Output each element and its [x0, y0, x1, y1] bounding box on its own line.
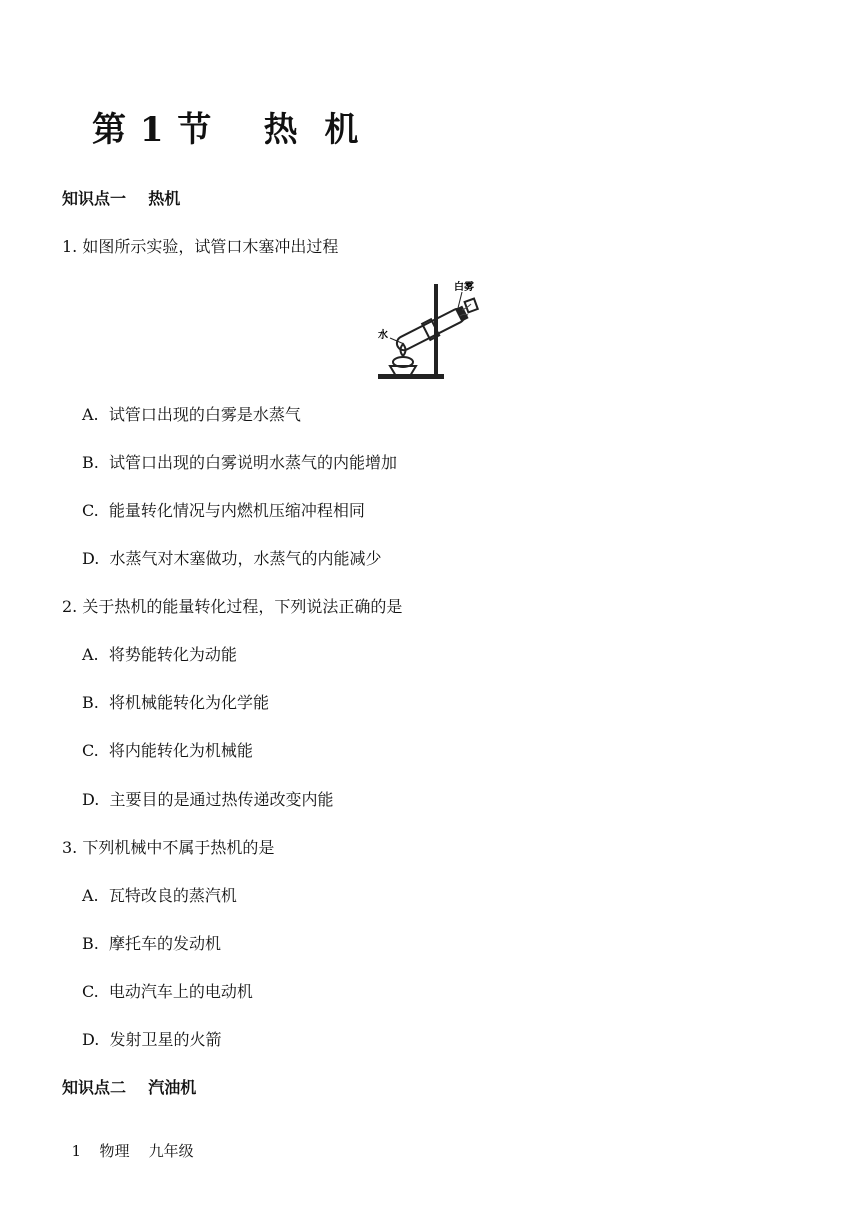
footer-text: 物理 九年级 [99, 1142, 194, 1160]
q1-option-b: B. 试管口出现的白雾说明水蒸气的内能增加 [82, 453, 398, 472]
page-footer [62, 1122, 194, 1161]
section-heading-heat-engine: 知识点一 热机 [62, 189, 181, 208]
q1-option-c: C. 能量转化情况与内燃机压缩冲程相同 [82, 501, 365, 520]
q2-option-a: A. 将势能转化为动能 [82, 645, 237, 664]
q1-option-d: D. 水蒸气对木塞做功，水蒸气的内能减少 [82, 549, 382, 568]
q3-option-b: B. 摩托车的发动机 [82, 934, 222, 953]
q1-option-a: A. 试管口出现的白雾是水蒸气 [82, 405, 301, 424]
question-1-stem: 1. 如图所示实验，试管口木塞冲出过程 [62, 237, 339, 256]
q3-option-c: C. 电动汽车上的电动机 [82, 982, 253, 1001]
figure-label-water: 水 [378, 330, 388, 341]
page-number: 1 [71, 1142, 82, 1160]
page-title: 第 1 节 热 机 [92, 110, 360, 150]
q2-option-d: D. 主要目的是通过热传递改变内能 [82, 790, 334, 809]
q2-option-c: C. 将内能转化为机械能 [82, 741, 253, 760]
q2-option-b: B. 将机械能转化为化学能 [82, 693, 270, 712]
figure-label-mist: 白雾 [454, 282, 474, 293]
question-2-stem: 2. 关于热机的能量转化过程，下列说法正确的是 [62, 597, 403, 616]
experiment-figure [376, 278, 502, 386]
section-heading-gasoline-engine: 知识点二 汽油机 [62, 1078, 197, 1097]
q3-option-a: A. 瓦特改良的蒸汽机 [82, 886, 237, 905]
question-3-stem: 3. 下列机械中不属于热机的是 [62, 838, 275, 857]
q3-option-d: D. 发射卫星的火箭 [82, 1030, 222, 1049]
